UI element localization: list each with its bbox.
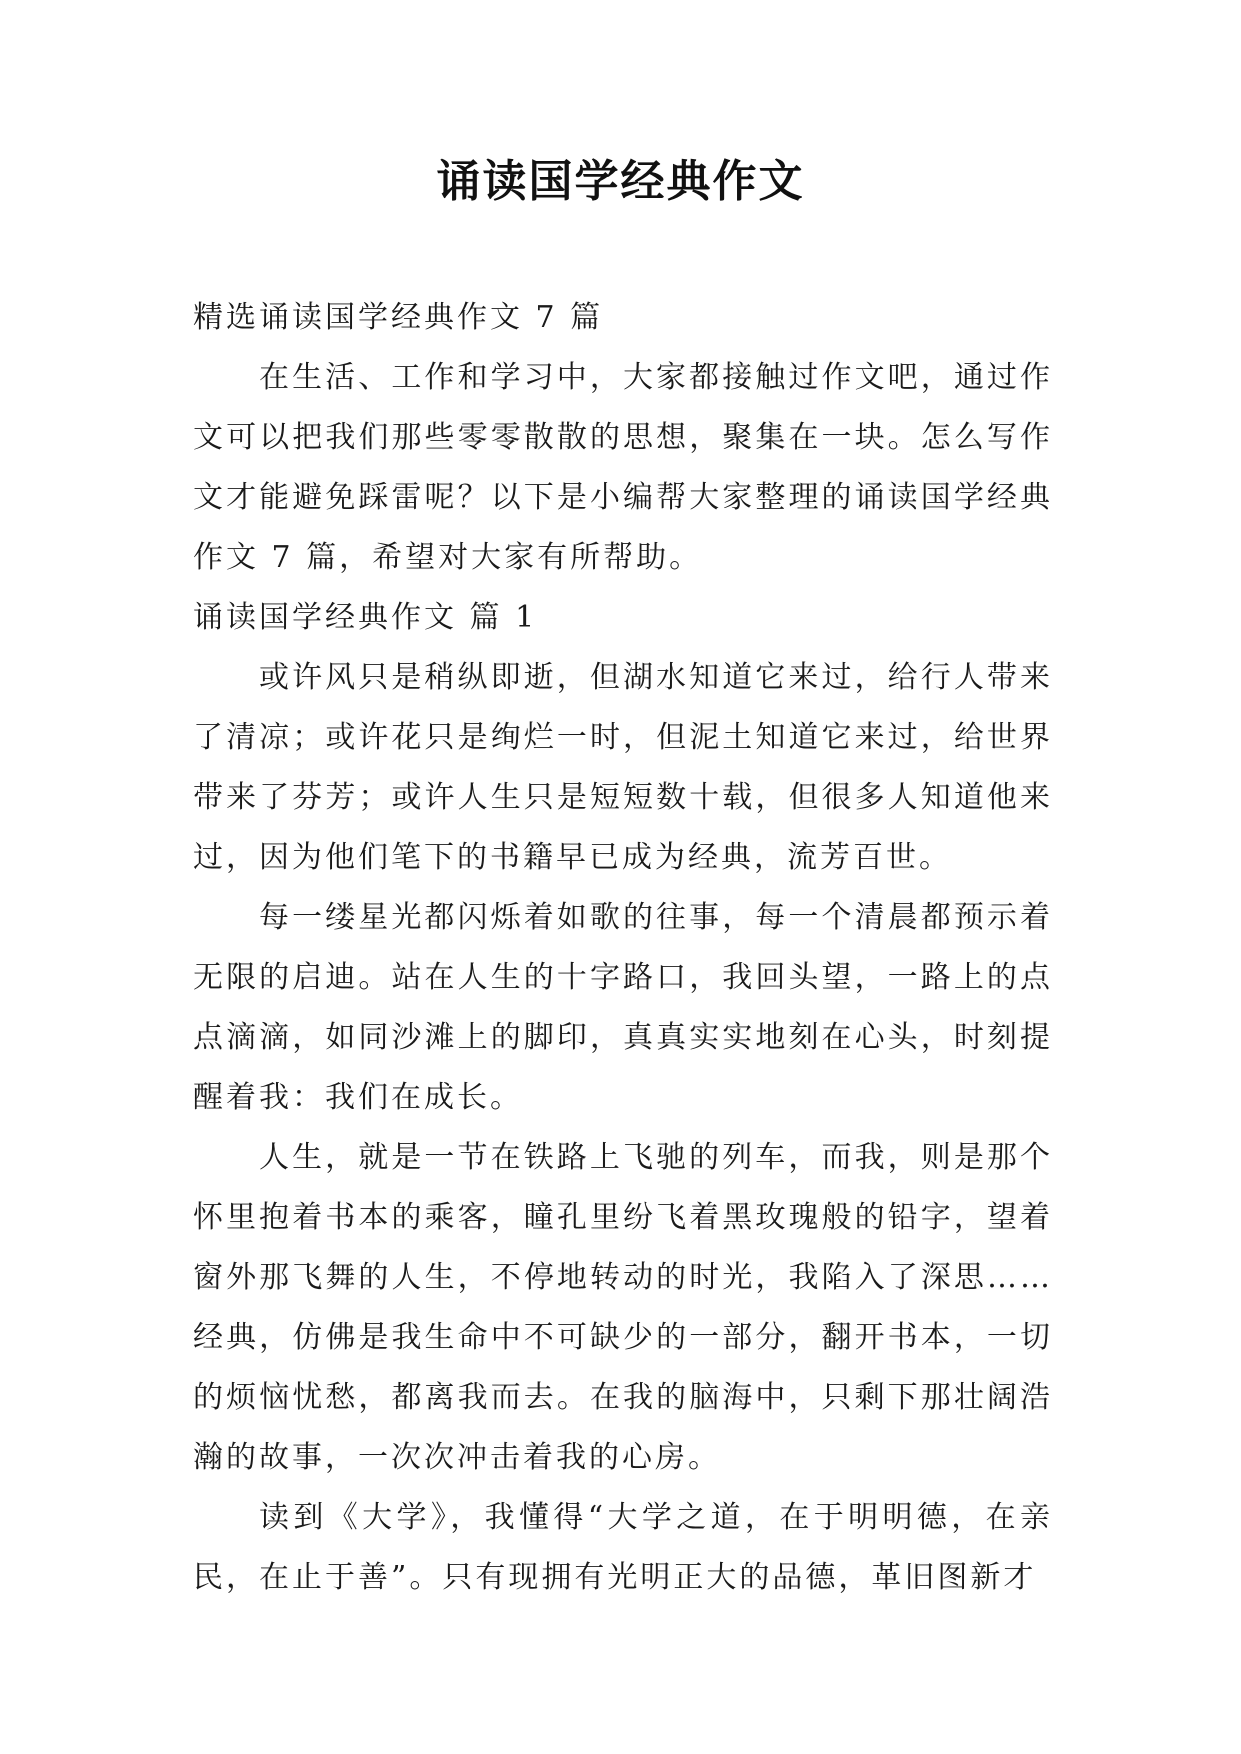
document-subtitle: 精选诵读国学经典作文 7 篇 [193,300,604,335]
body-paragraph: 读到《大学》，我懂得“大学之道，在于明明德，在亲民，在止于善”。只有现拥有光明正大的品德，革旧图新才 [193,1500,1053,1595]
body-paragraph: 人生，就是一节在铁路上飞驰的列车，而我，则是那个怀里抱着书本的乘客，瞳孔里纷飞着黑玫瑰般的铅字，望着窗外那飞舞的人生，不停地转动的时光，我陷入了深思……经典，仿佛是我生命中不可缺少的一部分，翻开书本，一切的烦恼忧愁，都离我而去。在我的脑海中，只剩下那壮阔浩瀚的故事，一次次冲击着我的心房。 [193,1140,1053,1475]
body-paragraph: 每一缕星光都闪烁着如歌的往事，每一个清晨都预示着无限的启迪。站在人生的十字路口，我回头望，一路上的点点滴滴，如同沙滩上的脚印，真真实实地刻在心头，时刻提醒着我：我们在成长。 [193,900,1053,1115]
intro-paragraph: 在生活、工作和学习中，大家都接触过作文吧，通过作文可以把我们那些零零散散的思想，聚集在一块。怎么写作文才能避免踩雷呢？以下是小编帮大家整理的诵读国学经典作文 7 篇，希望对大家有所帮助。 [193,360,1053,575]
section-heading: 诵读国学经典作文 篇 1 [193,600,538,635]
document-body [193,288,1053,1608]
body-paragraph: 或许风只是稍纵即逝，但湖水知道它来过，给行人带来了清凉；或许花只是绚烂一时，但泥土知道它来过，给世界带来了芬芳；或许人生只是短短数十载，但很多人知道他来过，因为他们笔下的书籍早已成为经典，流芳百世。 [193,660,1053,875]
document-title: 诵读国学经典作文 [436,156,805,207]
